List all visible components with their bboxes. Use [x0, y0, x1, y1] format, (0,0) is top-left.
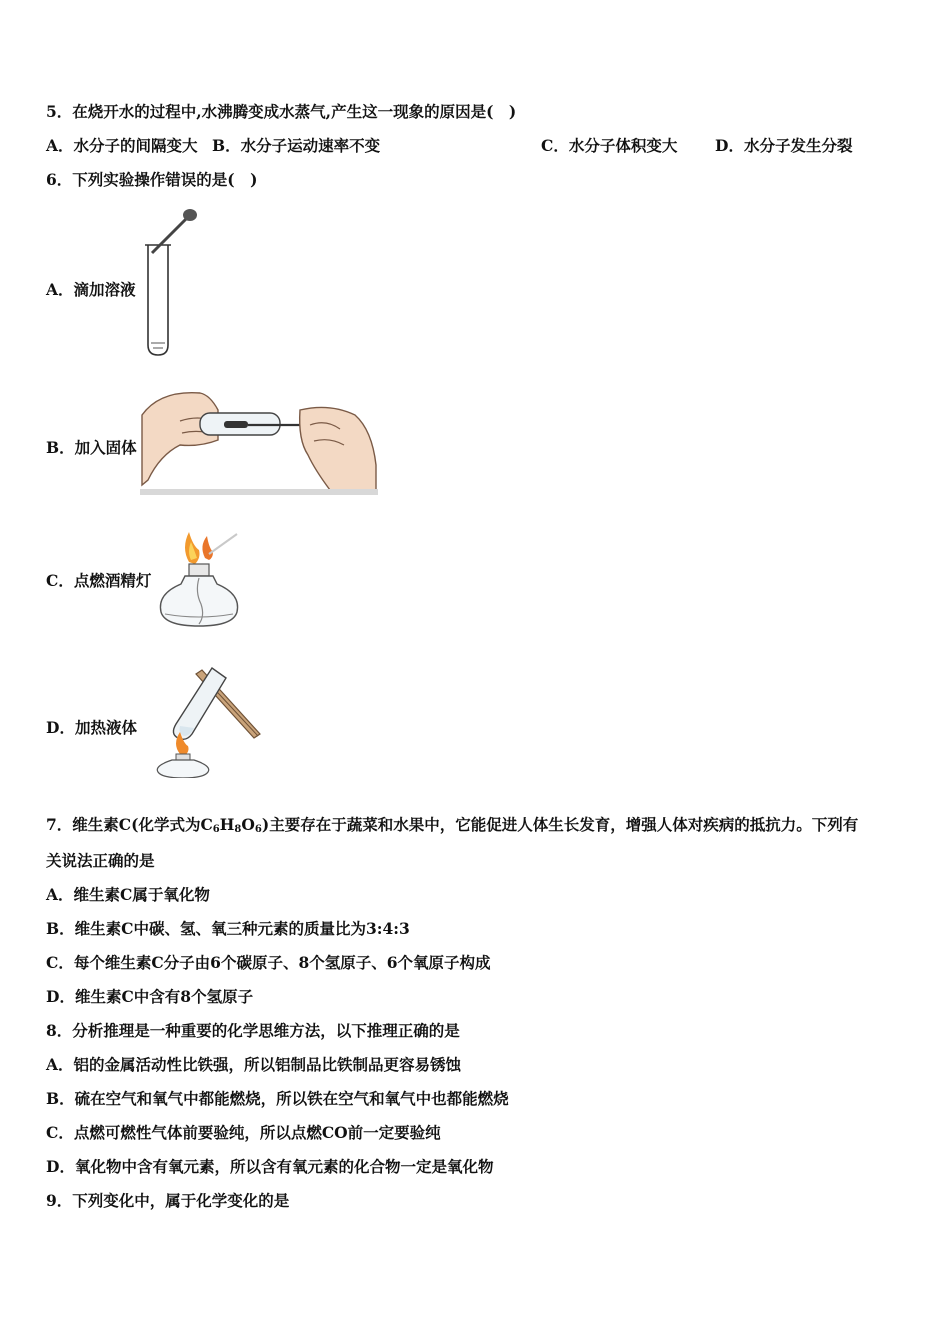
q7-option-d: D．维生素C中含有8个氢原子 [46, 987, 254, 1006]
q5-option-d: D．水分子发生分裂 [715, 136, 853, 155]
q8-stem: 8．分析推理是一种重要的化学思维方法，以下推理正确的是 [46, 1021, 460, 1040]
q5-option-c: C．水分子体积变大 [541, 136, 678, 155]
q5-option-a: A．水分子的间隔变大 [46, 136, 198, 155]
adding-solid-figure [140, 385, 378, 495]
q6-stem: 6．下列实验操作错误的是( ) [46, 170, 258, 189]
q6-option-b: B．加入固体 [46, 438, 137, 457]
q7-formula-sub-o: 6 [254, 824, 262, 835]
q7-formula-sub-h: 8 [234, 824, 242, 835]
q7-stem-part2: )主要存在于蔬菜和水果中，它能促进人体生长发育，增强人体对疾病的抵抗力。下列有 [261, 815, 859, 834]
q8-option-d: D．氧化物中含有氧元素，所以含有氧元素的化合物一定是氧化物 [46, 1157, 494, 1176]
q9-stem: 9．下列变化中，属于化学变化的是 [46, 1191, 290, 1210]
q6-option-d: D．加热液体 [46, 718, 137, 737]
heating-liquid-figure [150, 662, 268, 778]
q6-option-a: A．滴加溶液 [46, 280, 136, 299]
q7-option-b: B．维生素C中碳、氢、氧三种元素的质量比为3:4:3 [46, 919, 410, 938]
alcohol-lamp-figure [155, 528, 245, 630]
q8-option-c: C．点燃可燃性气体前要验纯，所以点燃CO前一定要验纯 [46, 1123, 441, 1142]
q5-option-b: B．水分子运动速率不变 [212, 136, 381, 155]
q7-formula-o: O [241, 815, 255, 834]
dropper-test-tube-figure [138, 205, 208, 357]
q5-stem: 5．在烧开水的过程中,水沸腾变成水蒸气,产生这一现象的原因是( ) [46, 102, 517, 121]
q7-option-c: C．每个维生素C分子由6个碳原子、8个氢原子、6个氧原子构成 [46, 953, 491, 972]
q7-stem [46, 815, 858, 840]
q7-formula-sub-c: 6 [212, 824, 220, 835]
q7-option-a: A．维生素C属于氧化物 [46, 885, 210, 904]
q6-option-c: C．点燃酒精灯 [46, 571, 152, 590]
q7-stem-line2: 关说法正确的是 [46, 851, 155, 870]
q7-stem-part1: 7．维生素C(化学式为C [46, 815, 213, 834]
q8-option-b: B．硫在空气和氧气中都能燃烧，所以铁在空气和氧气中也都能燃烧 [46, 1089, 509, 1108]
q7-formula-h: H [219, 815, 235, 834]
q8-option-a: A．铝的金属活动性比铁强，所以铝制品比铁制品更容易锈蚀 [46, 1055, 462, 1074]
